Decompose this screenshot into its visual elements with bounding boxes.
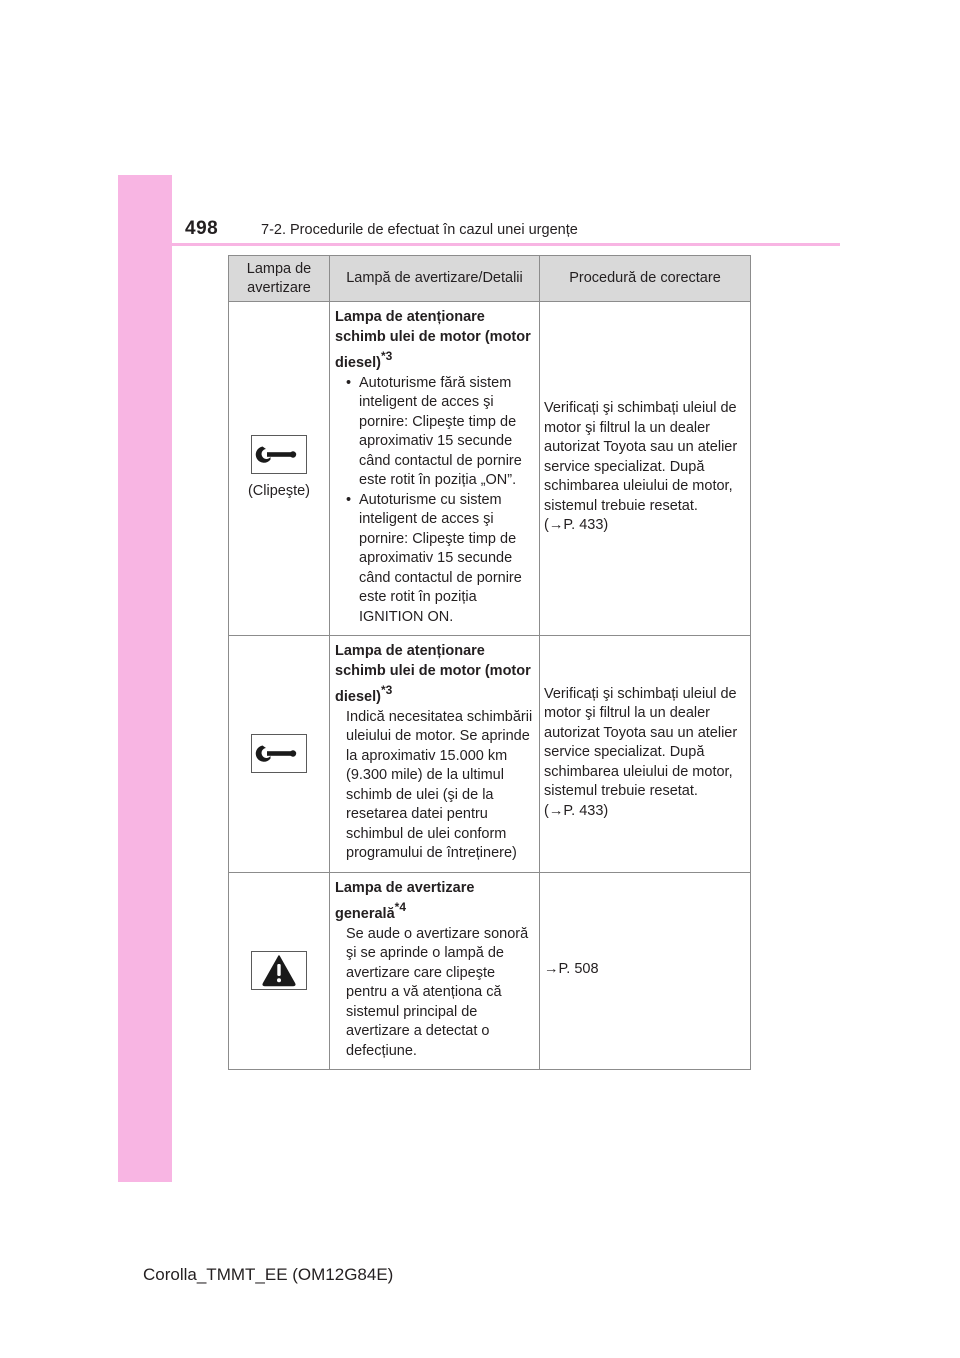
column-header-lamp: Lampa de avertizare <box>229 256 330 302</box>
procedure-text: Verificați şi schimbați uleiul de motor şi filtrul la un dealer autorizat Toyota sau un atelier service specializat. După schimbarea uleiului de motor, sistemul trebuie resetat. <box>544 685 738 799</box>
details-list <box>335 374 536 628</box>
column-header-procedure: Procedură de corectare <box>540 256 751 302</box>
header-divider <box>172 243 840 246</box>
page-number: 498 <box>185 218 219 239</box>
footnote-marker: *3 <box>380 683 393 697</box>
procedure-cell <box>540 872 751 1070</box>
document-id: Corolla_TMMT_EE (OM12G84E) <box>143 1265 394 1284</box>
section-title: 7-2. Procedurile de efectuat în cazul unei urgențe <box>261 222 578 238</box>
page-reference: (→P. 433) <box>544 802 609 819</box>
list-item: • Autoturisme cu sistem inteligent de acces şi pornire: Clipeşte timp de aproximativ 15 secunde când contactul de pornire este rotit în poziția IGNITION ON. <box>335 491 536 628</box>
footnote-marker: *4 <box>394 900 406 914</box>
procedure-cell <box>540 302 751 636</box>
wrench-icon <box>251 734 307 773</box>
procedure-text: Verificați şi schimbați uleiul de motor şi filtrul la un dealer autorizat Toyota sau un atelier service specializat. După schimbarea uleiului de motor, sistemul trebuie resetat. <box>544 400 738 514</box>
warning-triangle-icon <box>251 951 307 990</box>
details-cell <box>330 302 540 636</box>
wrench-icon <box>251 435 307 474</box>
details-cell <box>330 872 540 1070</box>
lamp-cell <box>229 636 330 873</box>
lamp-cell <box>229 302 330 636</box>
details-cell <box>330 636 540 873</box>
footnote-marker: *3 <box>380 349 393 363</box>
lamp-title: Lampa de atenționare schimb ulei de motor (motor diesel)$^{*3}$ <box>335 643 531 705</box>
lamp-note: (Clipeşte) <box>247 483 311 500</box>
details-text: Indică necesitatea schimbării uleiului de motor. Se aprinde la aproximativ 15.000 km (9.300 mile) de la ultimul schimb de ulei (şi de la resetarea datei pentru schimbul de ulei conform programului de întreținere) <box>346 708 533 861</box>
table-header-row <box>229 256 751 302</box>
list-item: • Autoturisme fără sistem inteligent de acces şi pornire: Clipeşte timp de aproximativ 15 secunde când contactul de pornire este rotit în poziția „ON”. <box>335 374 536 491</box>
lamp-title: Lampa de avertizare generală$^{*4}$ <box>335 879 475 922</box>
page-reference: →P. 508 <box>544 961 599 977</box>
warning-lamps-table <box>228 255 751 1070</box>
table-row <box>229 302 751 636</box>
chapter-tab-bar <box>118 175 172 1182</box>
column-header-details: Lampă de avertizare/Detalii <box>330 256 540 302</box>
procedure-cell <box>540 636 751 873</box>
lamp-title: Lampa de atenționare schimb ulei de motor (motor diesel)$^{*3}$ <box>335 309 531 371</box>
lamp-cell <box>229 872 330 1070</box>
table-row <box>229 636 751 873</box>
details-text: Se aude o avertizare sonoră şi se aprinde o lampă de avertizare care clipeşte pentru a vă atenționa că sistemul principal de avertizare a detectat o defecțiune. <box>346 925 529 1059</box>
page-reference: (→P. 433) <box>544 517 609 534</box>
table-row <box>229 872 751 1070</box>
